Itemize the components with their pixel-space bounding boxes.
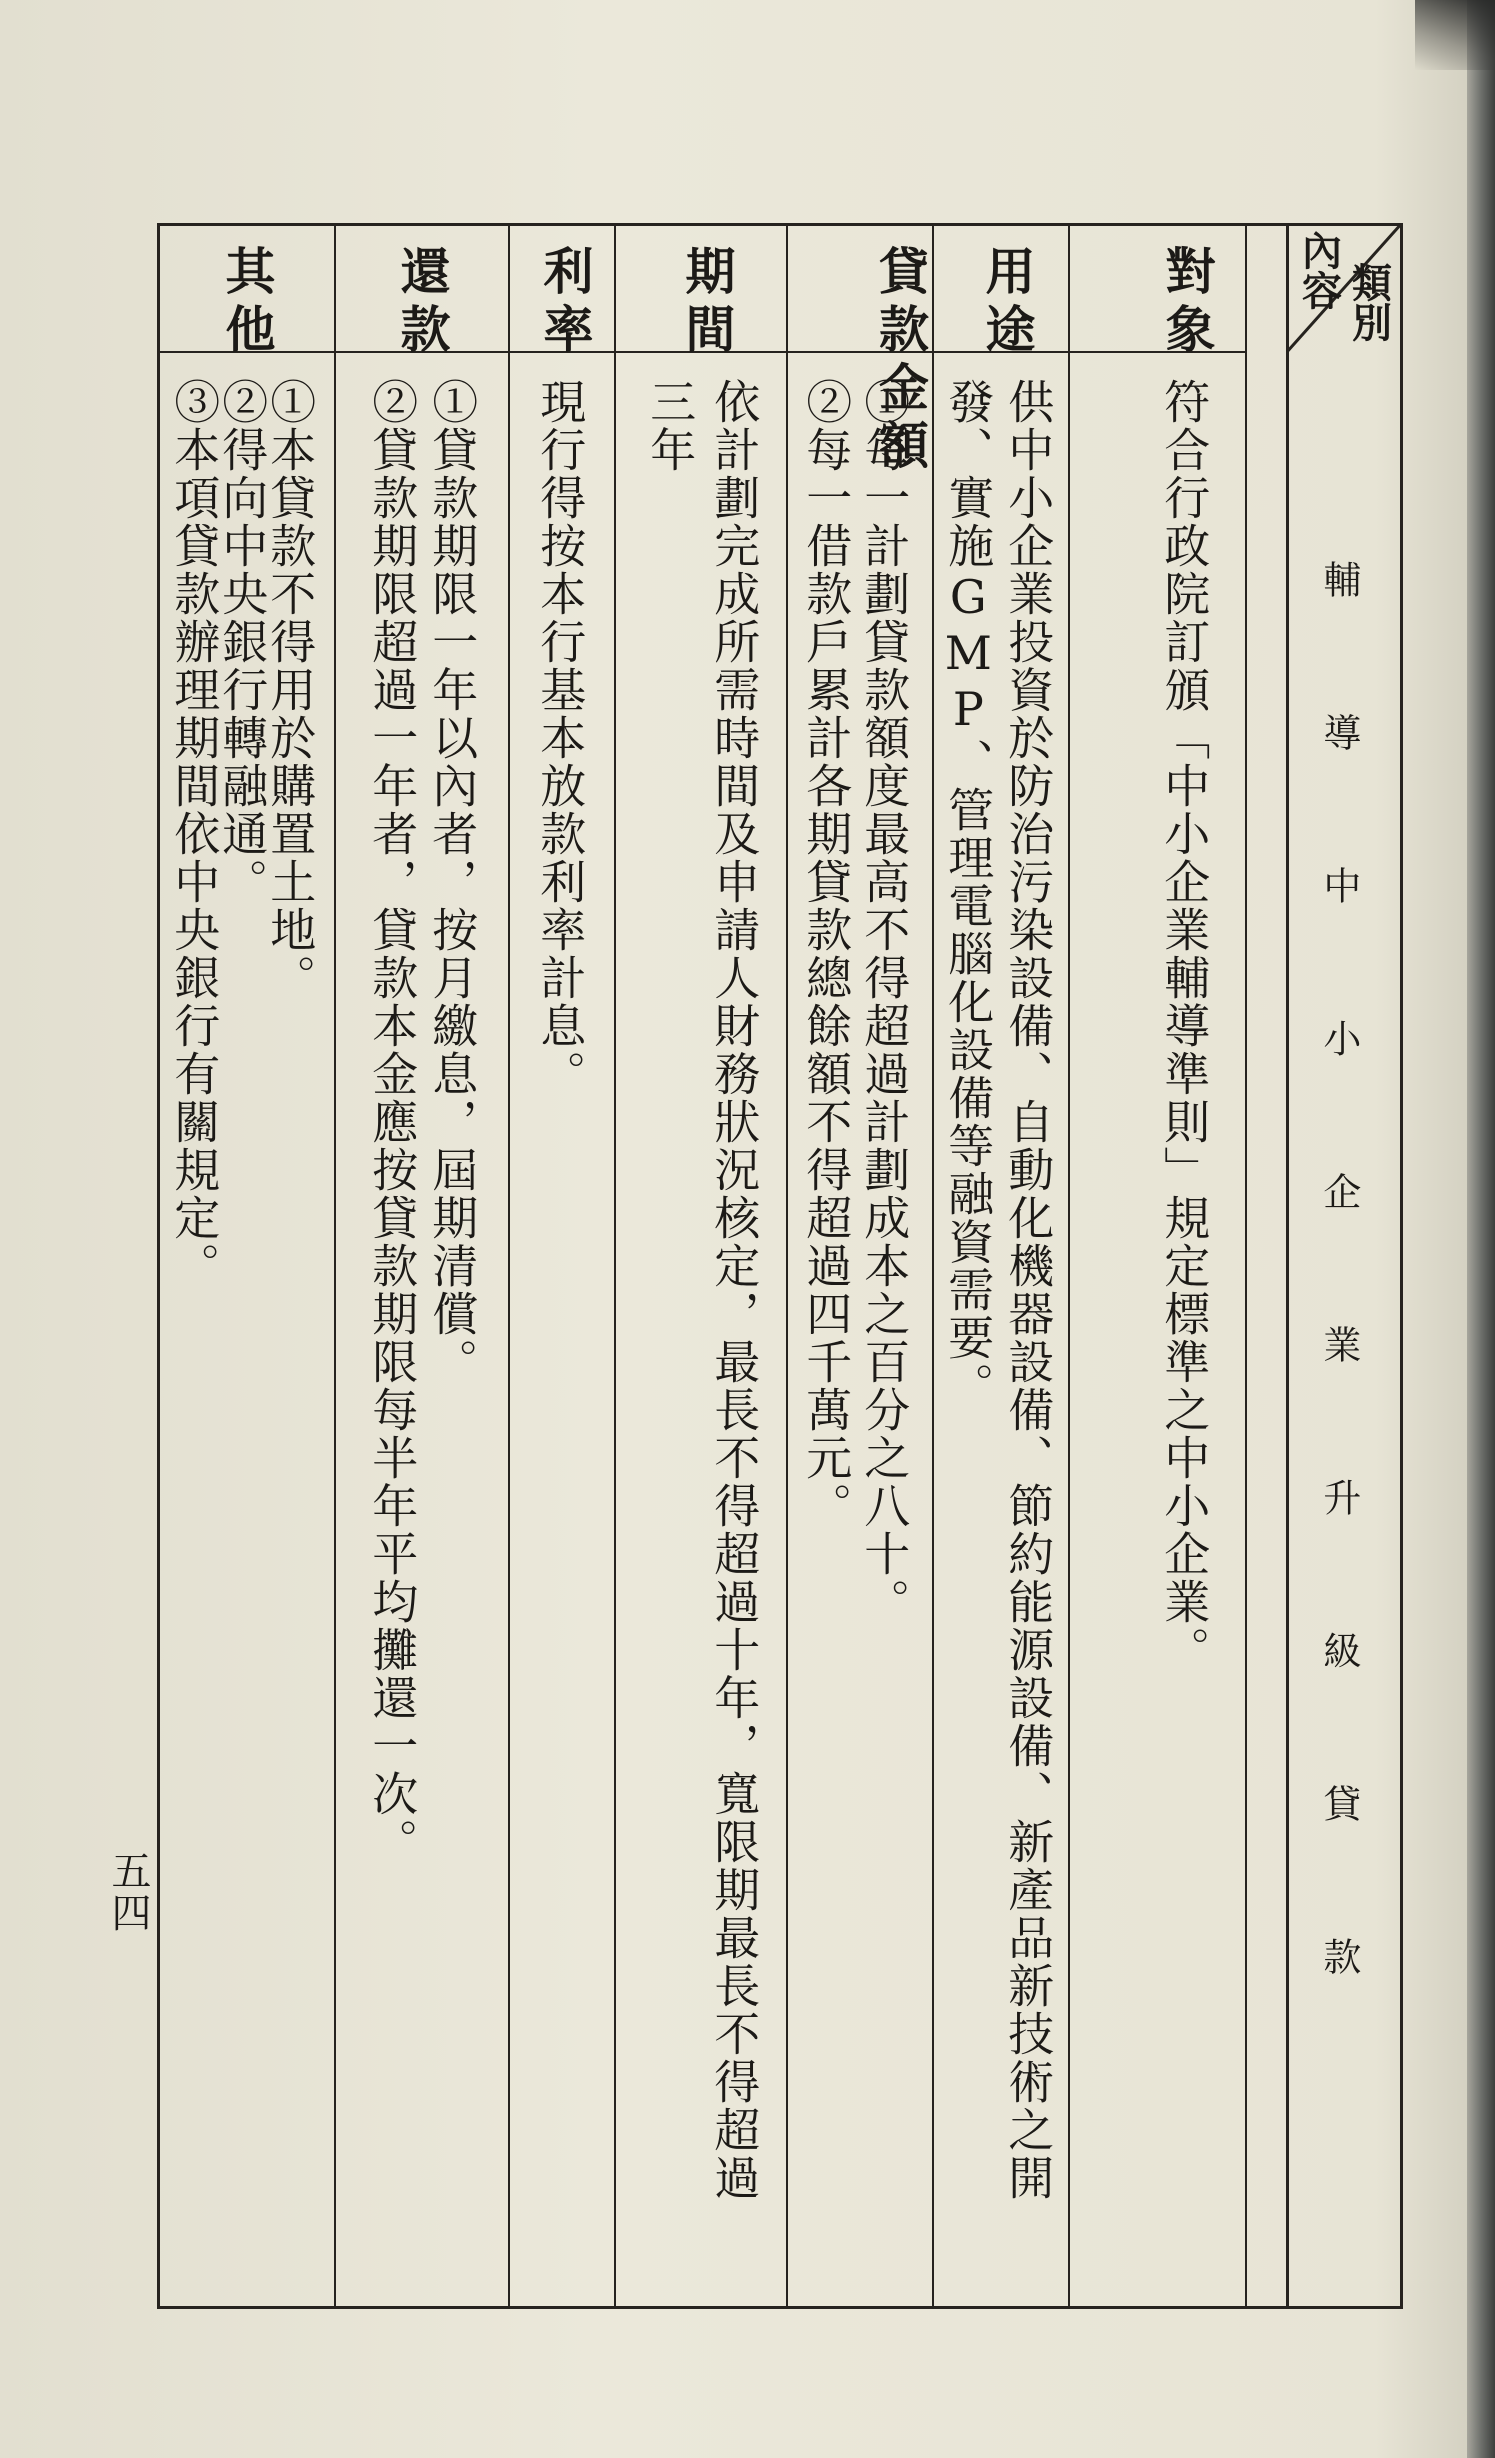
header-corner-bottom: 類別 xyxy=(1352,260,1392,347)
row-repayment-line-1: ①貸款期限一年以內者，按月繳息，屆期清償。 xyxy=(425,378,480,1386)
row-amount-line-1: ①每一計劃貸款額度最高不得超過計劃成本之百分之八十。 xyxy=(857,378,912,1626)
row-rate-line-1: 現行得按本行基本放款利率計息。 xyxy=(533,378,588,1098)
column-divider xyxy=(1245,223,1247,2309)
column-divider xyxy=(508,223,510,2309)
header-corner-top: 內容 xyxy=(1302,228,1342,315)
page-number: 五四 xyxy=(105,1850,151,1934)
row-label-other: 其他 xyxy=(217,245,277,361)
row-period-line-1: 依計劃完成所需時間及申請人財務狀況核定，最長不得超過十年，寬限期最長不得超過 xyxy=(707,378,762,2202)
column-divider xyxy=(334,223,336,2309)
column-divider xyxy=(786,223,788,2309)
table-border-left xyxy=(157,223,160,2309)
column-divider xyxy=(614,223,616,2309)
document-title: 輔導中小企業升級貸款 xyxy=(1316,560,1361,2090)
table-border-right xyxy=(1400,223,1403,2309)
table-border-bottom xyxy=(157,2306,1403,2309)
book-spine-shadow xyxy=(1467,0,1495,2458)
row-target-line-1: 符合行政院訂頒「中小企業輔導準則」規定標準之中小企業。 xyxy=(1157,378,1212,1674)
row-label-amount: 貸款金額 xyxy=(871,245,930,477)
row-label-purpose: 用途 xyxy=(977,245,1037,361)
column-divider xyxy=(932,223,934,2309)
page-corner-shadow xyxy=(1415,0,1495,70)
row-period-line-2: 三年 xyxy=(643,378,698,474)
row-label-target: 對象 xyxy=(1157,245,1217,361)
row-label-rate: 利率 xyxy=(535,245,595,361)
row-purpose-line-1: 供中小企業投資於防治污染設備、自動化機器設備、節約能源設備、新產品新技術之開 xyxy=(1001,378,1056,2202)
row-other-line-1: ①本貸款不得用於購置土地。 xyxy=(263,378,318,1002)
row-repayment-line-2: ②貸款期限超過一年者，貸款本金應按貸款期限每半年平均攤還一次。 xyxy=(365,378,420,1866)
row-amount-line-2: ②每一借款戶累計各期貸款總餘額不得超過四千萬元。 xyxy=(799,378,854,1530)
column-divider xyxy=(1286,223,1289,2309)
row-other-line-2: ②得向中央銀行轉融通。 xyxy=(215,378,270,906)
row-purpose-line-2: 發、實施GMP、管理電腦化設備等融資需要。 xyxy=(941,378,996,1410)
row-other-line-3: ③本項貸款辦理期間依中央銀行有關規定。 xyxy=(167,378,222,1290)
column-divider xyxy=(1068,223,1070,2309)
row-label-repayment: 還款 xyxy=(392,245,452,361)
row-label-period: 期間 xyxy=(677,245,737,361)
table-border-top xyxy=(157,223,1403,226)
